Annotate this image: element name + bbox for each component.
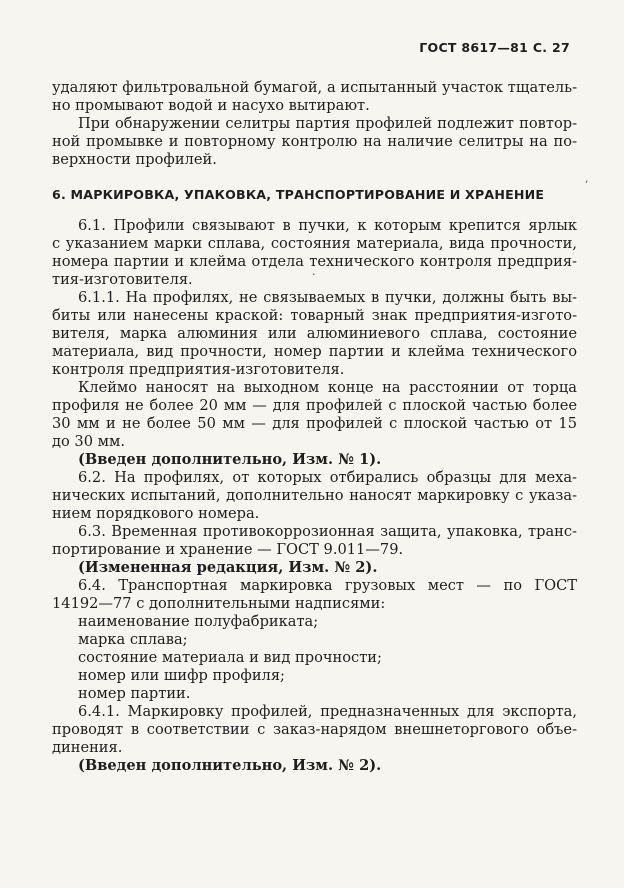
text-line: нием порядкового номера. — [52, 505, 260, 522]
scan-speck: · — [312, 268, 316, 281]
text-line: вителя, марка алюминия или алюминиевого сплава, состояние — [52, 325, 577, 342]
text-line: до 30 мм. — [52, 433, 125, 450]
text-line: верхности профилей. — [52, 151, 217, 168]
page-header: ГОСТ 8617—81 С. 27 — [419, 40, 570, 55]
text-line: 14192—77 с дополнительными надписями: — [52, 595, 386, 612]
text-line: контроля предприятия-изготовителя. — [52, 361, 345, 378]
scan-speck: , — [585, 172, 589, 185]
document-body — [52, 79, 577, 775]
text-line: 6.3. Временная противокоррозионная защита, упаковка, транс- — [78, 523, 577, 540]
list-item: номер партии. — [78, 685, 191, 702]
text-line: 6.2. На профилях, от которых отбирались образцы для меха- — [78, 469, 577, 486]
text-line: 30 мм и не более 50 мм — для профилей с плоской частью от 15 — [52, 415, 577, 432]
section-heading: 6. МАРКИРОВКА, УПАКОВКА, ТРАНСПОРТИРОВАНИЕ И ХРАНЕНИЕ — [52, 187, 545, 202]
amendment-note: (Измененная редакция, Изм. № 2). — [78, 559, 378, 576]
text-line: 6.1.1. На профилях, не связываемых в пучки, должны быть вы- — [78, 289, 577, 306]
text-line: 6.4.1. Маркировку профилей, предназначенных для экспорта, — [78, 703, 577, 720]
text-line: проводят в соответствии с заказ-нарядом внешнеторгового объе- — [52, 721, 577, 738]
text-line: Клеймо наносят на выходном конце на расстоянии от торца — [78, 379, 577, 396]
list-item: марка сплава; — [78, 631, 188, 648]
list-item: наименование полуфабриката; — [78, 613, 319, 630]
list-item: номер или шифр профиля; — [78, 667, 285, 684]
text-line: При обнаружении селитры партия профилей подлежит повтор- — [78, 115, 577, 132]
text-line: профиля не более 20 мм — для профилей с плоской частью более — [52, 397, 577, 414]
text-line: материала, вид прочности, номер партии и клейма технического — [52, 343, 577, 360]
text-line: нических испытаний, дополнительно наносят маркировку с указа- — [52, 487, 577, 504]
amendment-note: (Введен дополнительно, Изм. № 2). — [78, 757, 382, 774]
text-line: тия-изготовителя. — [52, 271, 193, 288]
text-line: но промывают водой и насухо вытирают. — [52, 97, 370, 114]
text-line: 6.1. Профили связывают в пучки, к которым крепится ярлык — [78, 217, 577, 234]
text-line: удаляют фильтровальной бумагой, а испытанный участок тщатель- — [52, 79, 577, 96]
text-line: номера партии и клейма отдела технического контроля предприя- — [52, 253, 577, 270]
list-item: состояние материала и вид прочности; — [78, 649, 382, 666]
amendment-note: (Введен дополнительно, Изм. № 1). — [78, 451, 382, 468]
text-line: динения. — [52, 739, 123, 756]
text-line: ной промывке и повторному контролю на наличие селитры на по- — [52, 133, 577, 150]
text-line: 6.4. Транспортная маркировка грузовых мест — по ГОСТ — [78, 577, 577, 594]
text-line: с указанием марки сплава, состояния материала, вида прочности, — [52, 235, 577, 252]
text-line: биты или нанесены краской: товарный знак предприятия-изгото- — [52, 307, 577, 324]
text-line: портирование и хранение — ГОСТ 9.011—79. — [52, 541, 404, 558]
